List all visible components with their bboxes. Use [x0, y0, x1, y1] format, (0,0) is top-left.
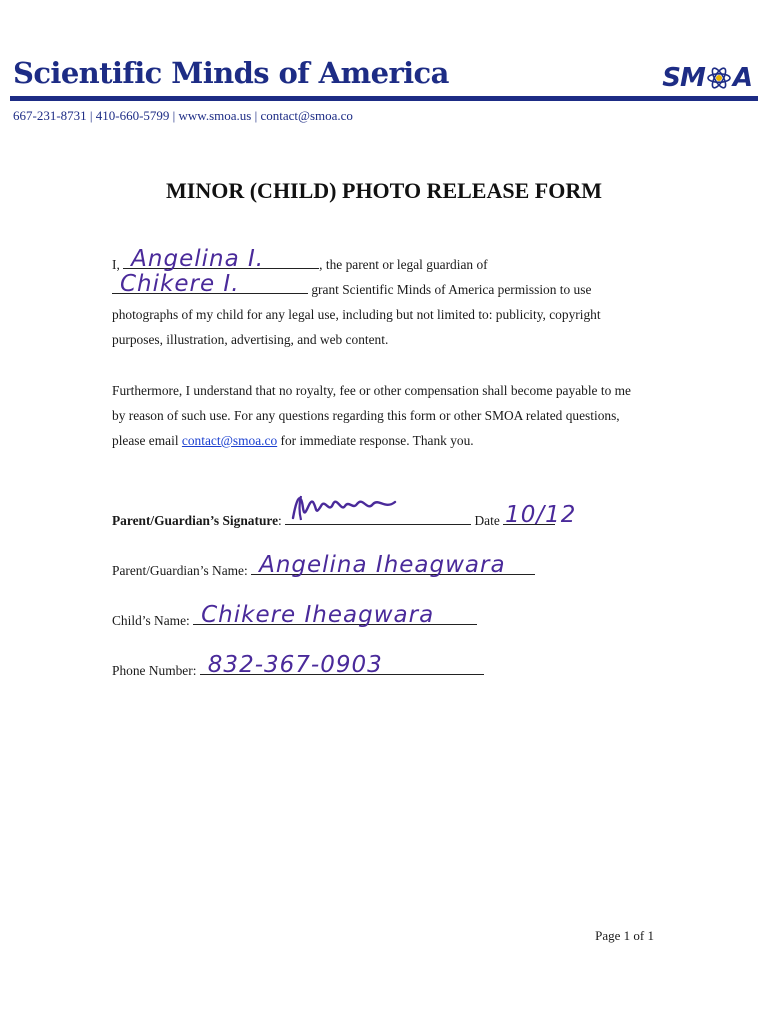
signature-label: Parent/Guardian’s Signature — [112, 513, 279, 528]
phone-field[interactable] — [200, 652, 484, 678]
guardian-name-field[interactable] — [251, 552, 535, 578]
date-label: Date — [474, 513, 500, 528]
signature-colon: : — [278, 513, 282, 528]
child-name-row — [112, 602, 477, 629]
email-prefix: please email — [112, 433, 179, 448]
release-line-3: photographs of my child for any legal use, including but not limited to: publicity, copyright — [112, 307, 601, 322]
guardian-name-handwriting: Angelina Iheagwara — [259, 552, 506, 578]
guardian-initial-handwriting: Angelina I. — [131, 246, 265, 272]
email-link[interactable]: contact@smoa.co — [181, 433, 278, 448]
release-paragraph — [112, 246, 672, 352]
form-title: MINOR (CHILD) PHOTO RELEASE FORM — [166, 178, 602, 203]
date-field[interactable] — [503, 502, 577, 528]
child-initial-handwriting: Chikere I. — [120, 271, 240, 297]
guardian-name-label: Parent/Guardian’s Name: — [112, 563, 248, 578]
logo-text-right: A — [732, 63, 752, 93]
guardian-clause: , the parent or legal guardian of — [319, 257, 488, 272]
signature-field[interactable] — [285, 508, 471, 525]
child-initial-field[interactable] — [112, 271, 308, 297]
compensation-paragraph — [112, 378, 672, 453]
page-number: Page 1 of 1 — [595, 928, 654, 943]
signature-row — [112, 502, 577, 529]
child-name-handwriting: Chikere Iheagwara — [201, 602, 435, 628]
pronoun-text: I, — [112, 257, 120, 272]
smoa-logo — [662, 62, 752, 94]
compensation-line-2: by reason of such use. For any questions regarding this form or other SMOA related questions, — [112, 408, 620, 423]
email-suffix: for immediate response. Thank you. — [280, 433, 474, 448]
permission-clause: grant Scientific Minds of America permission to use — [311, 282, 592, 297]
logo-text-left: SM — [662, 63, 705, 93]
guardian-initial-field[interactable] — [123, 246, 319, 272]
compensation-line-1: Furthermore, I understand that no royalty, fee or other compensation shall become payable to me — [112, 383, 631, 398]
child-name-field[interactable] — [193, 602, 477, 628]
phone-label: Phone Number: — [112, 663, 197, 678]
guardian-name-row — [112, 552, 535, 579]
child-name-label: Child’s Name: — [112, 613, 190, 628]
signature-image — [287, 488, 407, 524]
header-divider — [10, 96, 758, 101]
phone-handwriting: 832-367-0903 — [207, 652, 383, 678]
phone-row — [112, 652, 484, 679]
organization-name: Scientific Minds of America — [13, 56, 449, 90]
atom-icon — [706, 65, 732, 91]
release-line-4: purposes, illustration, advertising, and web content. — [112, 332, 389, 347]
contact-info: 667-231-8731 | 410-660-5799 | www.smoa.us | contact@smoa.co — [13, 108, 353, 123]
date-handwriting: 10/12 — [505, 502, 577, 528]
